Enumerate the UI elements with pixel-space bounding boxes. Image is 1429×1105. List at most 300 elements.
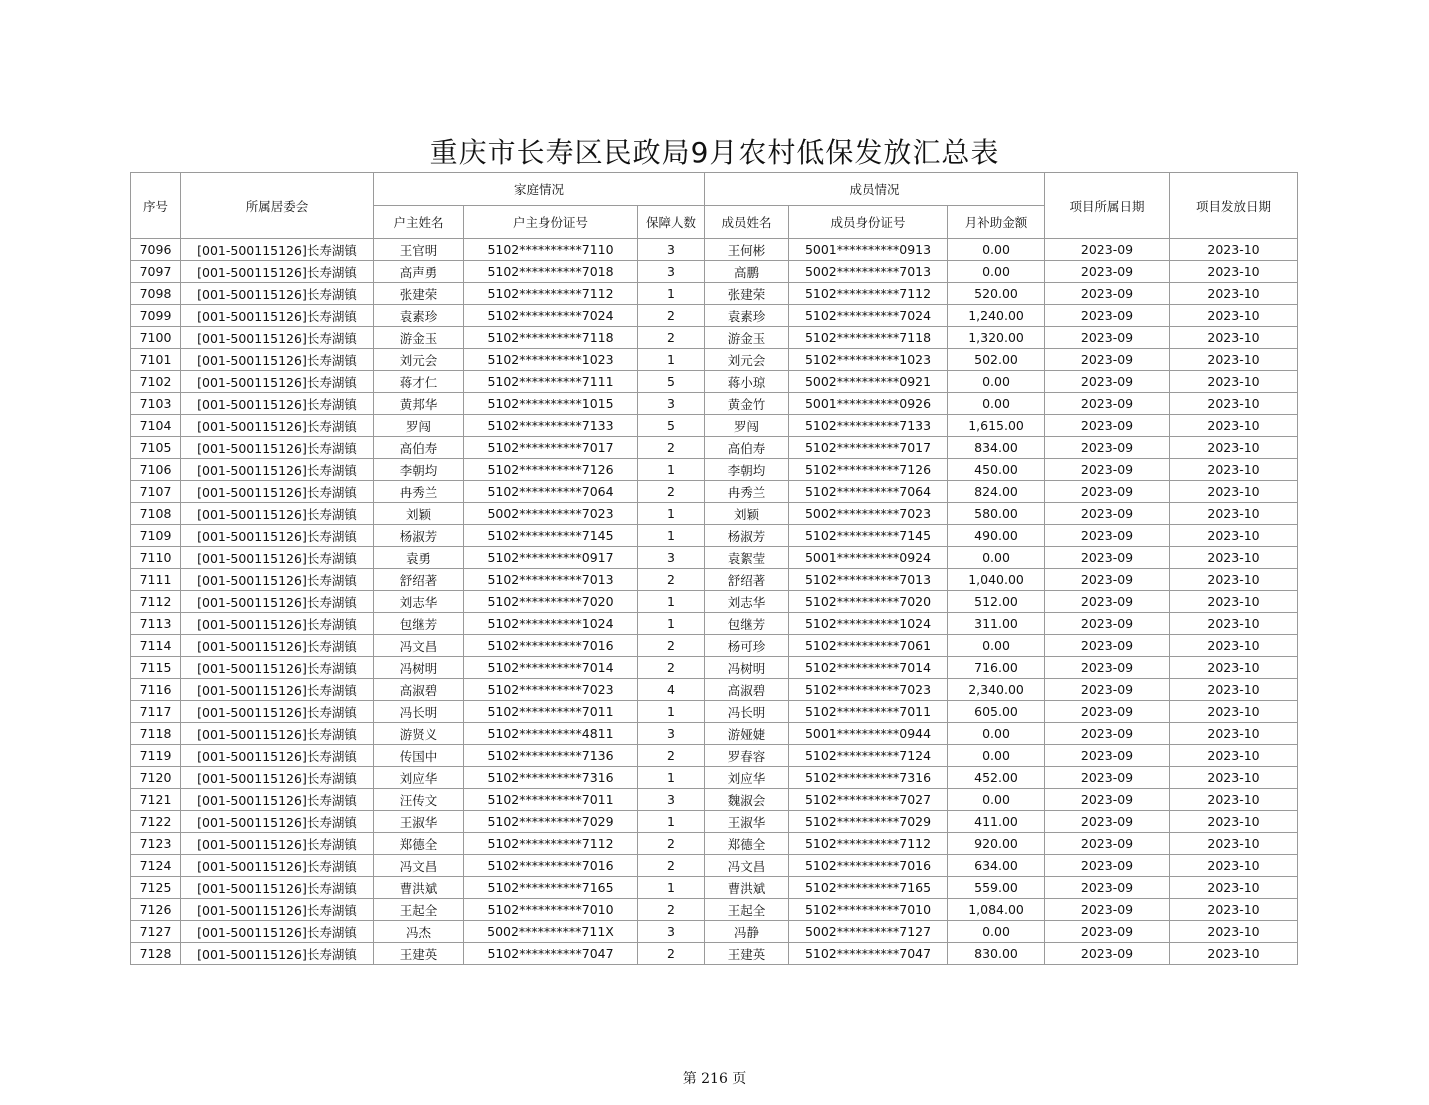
cell-project-date: 2023-09 [1045,459,1170,481]
table-row [131,415,1298,437]
cell-count: 1 [638,591,705,613]
cell-head-id: 5102**********7010 [464,899,638,921]
cell-seq: 7124 [131,855,181,877]
cell-seq: 7112 [131,591,181,613]
cell-seq: 7099 [131,305,181,327]
cell-head-name: 包继芳 [374,613,464,635]
cell-head-name: 罗闯 [374,415,464,437]
cell-member-id: 5002**********0921 [789,371,948,393]
cell-project-date: 2023-09 [1045,437,1170,459]
table-row [131,811,1298,833]
cell-project-date: 2023-09 [1045,767,1170,789]
cell-member-name: 冯静 [705,921,789,943]
cell-amount: 0.00 [948,789,1045,811]
cell-member-name: 刘元会 [705,349,789,371]
cell-committee: [001-500115126]长寿湖镇 [181,833,374,855]
cell-release-date: 2023-10 [1170,789,1298,811]
cell-committee: [001-500115126]长寿湖镇 [181,811,374,833]
cell-release-date: 2023-10 [1170,525,1298,547]
cell-head-id: 5102**********7126 [464,459,638,481]
cell-committee: [001-500115126]长寿湖镇 [181,855,374,877]
cell-member-id: 5102**********7027 [789,789,948,811]
cell-head-name: 王淑华 [374,811,464,833]
table-row [131,635,1298,657]
cell-member-id: 5102**********7165 [789,877,948,899]
cell-count: 1 [638,283,705,305]
cell-member-id: 5102**********7011 [789,701,948,723]
header-count: 保障人数 [638,206,705,239]
header-member-name: 成员姓名 [705,206,789,239]
cell-committee: [001-500115126]长寿湖镇 [181,921,374,943]
cell-head-id: 5102**********7016 [464,855,638,877]
cell-amount: 559.00 [948,877,1045,899]
cell-release-date: 2023-10 [1170,327,1298,349]
header-family-group: 家庭情况 [374,173,705,206]
cell-member-id: 5102**********7023 [789,679,948,701]
cell-release-date: 2023-10 [1170,415,1298,437]
cell-amount: 0.00 [948,635,1045,657]
cell-member-name: 刘志华 [705,591,789,613]
cell-release-date: 2023-10 [1170,261,1298,283]
header-member-id: 成员身份证号 [789,206,948,239]
table-row [131,305,1298,327]
cell-member-id: 5102**********7061 [789,635,948,657]
cell-seq: 7098 [131,283,181,305]
cell-amount: 834.00 [948,437,1045,459]
cell-member-id: 5102**********7133 [789,415,948,437]
table-row [131,877,1298,899]
cell-count: 3 [638,239,705,261]
cell-head-name: 袁素珍 [374,305,464,327]
cell-head-id: 5102**********7023 [464,679,638,701]
cell-amount: 1,240.00 [948,305,1045,327]
cell-head-name: 刘颖 [374,503,464,525]
cell-head-name: 杨淑芳 [374,525,464,547]
cell-member-name: 王建英 [705,943,789,965]
table-row [131,393,1298,415]
cell-seq: 7101 [131,349,181,371]
cell-release-date: 2023-10 [1170,569,1298,591]
cell-amount: 634.00 [948,855,1045,877]
cell-committee: [001-500115126]长寿湖镇 [181,239,374,261]
cell-member-id: 5102**********7145 [789,525,948,547]
table-row [131,921,1298,943]
page-title: 重庆市长寿区民政局9月农村低保发放汇总表 [429,136,1000,169]
cell-project-date: 2023-09 [1045,789,1170,811]
cell-project-date: 2023-09 [1045,239,1170,261]
cell-project-date: 2023-09 [1045,833,1170,855]
cell-committee: [001-500115126]长寿湖镇 [181,525,374,547]
cell-project-date: 2023-09 [1045,745,1170,767]
cell-seq: 7100 [131,327,181,349]
cell-head-id: 5102**********7020 [464,591,638,613]
cell-project-date: 2023-09 [1045,811,1170,833]
cell-project-date: 2023-09 [1045,613,1170,635]
cell-member-id: 5102**********7118 [789,327,948,349]
cell-count: 1 [638,503,705,525]
cell-committee: [001-500115126]长寿湖镇 [181,877,374,899]
cell-head-id: 5102**********7029 [464,811,638,833]
cell-project-date: 2023-09 [1045,723,1170,745]
cell-head-name: 传国中 [374,745,464,767]
cell-member-name: 冯文昌 [705,855,789,877]
cell-head-id: 5102**********7047 [464,943,638,965]
cell-seq: 7109 [131,525,181,547]
cell-seq: 7119 [131,745,181,767]
cell-release-date: 2023-10 [1170,393,1298,415]
cell-head-name: 汪传文 [374,789,464,811]
cell-head-id: 5102**********7133 [464,415,638,437]
cell-seq: 7122 [131,811,181,833]
cell-head-name: 刘志华 [374,591,464,613]
page-number: 第 216 页 [682,1071,747,1087]
cell-amount: 411.00 [948,811,1045,833]
cell-head-name: 刘元会 [374,349,464,371]
cell-count: 1 [638,877,705,899]
cell-head-name: 舒绍著 [374,569,464,591]
cell-release-date: 2023-10 [1170,833,1298,855]
cell-project-date: 2023-09 [1045,569,1170,591]
cell-member-name: 高淑碧 [705,679,789,701]
cell-head-id: 5102**********7024 [464,305,638,327]
cell-count: 3 [638,789,705,811]
cell-committee: [001-500115126]长寿湖镇 [181,943,374,965]
cell-project-date: 2023-09 [1045,261,1170,283]
cell-committee: [001-500115126]长寿湖镇 [181,547,374,569]
header-head-name: 户主姓名 [374,206,464,239]
cell-project-date: 2023-09 [1045,657,1170,679]
cell-committee: [001-500115126]长寿湖镇 [181,635,374,657]
cell-committee: [001-500115126]长寿湖镇 [181,767,374,789]
cell-member-id: 5002**********7013 [789,261,948,283]
table-row [131,547,1298,569]
table-row [131,789,1298,811]
cell-amount: 830.00 [948,943,1045,965]
cell-project-date: 2023-09 [1045,393,1170,415]
cell-seq: 7123 [131,833,181,855]
cell-head-name: 李朝均 [374,459,464,481]
cell-release-date: 2023-10 [1170,921,1298,943]
cell-member-id: 5001**********0944 [789,723,948,745]
cell-member-name: 黄金竹 [705,393,789,415]
cell-release-date: 2023-10 [1170,613,1298,635]
cell-member-name: 游金玉 [705,327,789,349]
cell-member-name: 包继芳 [705,613,789,635]
cell-count: 2 [638,855,705,877]
header-project-date: 项目所属日期 [1045,173,1170,239]
header-member-group: 成员情况 [705,173,1045,206]
cell-amount: 520.00 [948,283,1045,305]
cell-committee: [001-500115126]长寿湖镇 [181,789,374,811]
cell-project-date: 2023-09 [1045,525,1170,547]
cell-amount: 580.00 [948,503,1045,525]
cell-amount: 716.00 [948,657,1045,679]
cell-committee: [001-500115126]长寿湖镇 [181,481,374,503]
cell-member-id: 5102**********7112 [789,833,948,855]
header-release-date: 项目发放日期 [1170,173,1298,239]
table-row [131,481,1298,503]
cell-release-date: 2023-10 [1170,305,1298,327]
cell-release-date: 2023-10 [1170,459,1298,481]
table-row [131,371,1298,393]
cell-member-id: 5102**********7010 [789,899,948,921]
cell-seq: 7096 [131,239,181,261]
cell-amount: 0.00 [948,745,1045,767]
cell-project-date: 2023-09 [1045,877,1170,899]
table-row [131,701,1298,723]
cell-amount: 1,040.00 [948,569,1045,591]
cell-release-date: 2023-10 [1170,437,1298,459]
cell-member-id: 5102**********7020 [789,591,948,613]
cell-committee: [001-500115126]长寿湖镇 [181,569,374,591]
cell-count: 2 [638,899,705,921]
cell-count: 4 [638,679,705,701]
cell-head-name: 张建荣 [374,283,464,305]
table-row [131,679,1298,701]
cell-seq: 7110 [131,547,181,569]
cell-count: 5 [638,415,705,437]
cell-head-id: 5102**********7165 [464,877,638,899]
cell-head-id: 5102**********7011 [464,789,638,811]
cell-member-name: 李朝均 [705,459,789,481]
cell-amount: 490.00 [948,525,1045,547]
cell-amount: 0.00 [948,261,1045,283]
cell-head-name: 冯树明 [374,657,464,679]
cell-head-id: 5102**********7110 [464,239,638,261]
cell-count: 2 [638,481,705,503]
cell-count: 2 [638,569,705,591]
table-row [131,525,1298,547]
cell-seq: 7105 [131,437,181,459]
cell-seq: 7102 [131,371,181,393]
cell-project-date: 2023-09 [1045,305,1170,327]
cell-member-name: 游娅婕 [705,723,789,745]
cell-head-name: 冯文昌 [374,855,464,877]
cell-count: 2 [638,943,705,965]
table-row [131,437,1298,459]
cell-head-name: 高淑碧 [374,679,464,701]
cell-count: 2 [638,327,705,349]
cell-head-id: 5102**********7013 [464,569,638,591]
header-committee: 所属居委会 [181,173,374,239]
cell-seq: 7126 [131,899,181,921]
cell-amount: 311.00 [948,613,1045,635]
cell-project-date: 2023-09 [1045,855,1170,877]
cell-amount: 605.00 [948,701,1045,723]
cell-head-name: 王官明 [374,239,464,261]
header-amount: 月补助金额 [948,206,1045,239]
cell-release-date: 2023-10 [1170,679,1298,701]
cell-project-date: 2023-09 [1045,503,1170,525]
cell-project-date: 2023-09 [1045,349,1170,371]
cell-member-name: 冯长明 [705,701,789,723]
cell-count: 3 [638,723,705,745]
cell-committee: [001-500115126]长寿湖镇 [181,745,374,767]
cell-amount: 450.00 [948,459,1045,481]
cell-count: 3 [638,921,705,943]
table-row [131,459,1298,481]
cell-release-date: 2023-10 [1170,283,1298,305]
cell-count: 3 [638,261,705,283]
cell-committee: [001-500115126]长寿湖镇 [181,371,374,393]
cell-count: 1 [638,459,705,481]
cell-member-name: 袁絮莹 [705,547,789,569]
cell-head-name: 冯杰 [374,921,464,943]
cell-member-id: 5102**********1023 [789,349,948,371]
table-row [131,591,1298,613]
cell-member-id: 5001**********0926 [789,393,948,415]
cell-seq: 7115 [131,657,181,679]
cell-project-date: 2023-09 [1045,547,1170,569]
cell-count: 1 [638,701,705,723]
cell-release-date: 2023-10 [1170,877,1298,899]
table-row [131,283,1298,305]
cell-member-id: 5102**********7126 [789,459,948,481]
cell-release-date: 2023-10 [1170,701,1298,723]
cell-member-id: 5102**********7014 [789,657,948,679]
header-seq: 序号 [131,173,181,239]
cell-project-date: 2023-09 [1045,921,1170,943]
cell-release-date: 2023-10 [1170,635,1298,657]
cell-head-id: 5102**********7316 [464,767,638,789]
cell-member-id: 5002**********7023 [789,503,948,525]
cell-head-id: 5102**********1024 [464,613,638,635]
cell-release-date: 2023-10 [1170,591,1298,613]
table-row [131,723,1298,745]
cell-seq: 7113 [131,613,181,635]
cell-seq: 7120 [131,767,181,789]
table-row [131,613,1298,635]
cell-count: 1 [638,613,705,635]
cell-seq: 7118 [131,723,181,745]
cell-member-name: 高伯寿 [705,437,789,459]
cell-member-id: 5102**********7316 [789,767,948,789]
cell-head-name: 高声勇 [374,261,464,283]
cell-count: 2 [638,657,705,679]
cell-committee: [001-500115126]长寿湖镇 [181,415,374,437]
cell-head-id: 5102**********7112 [464,833,638,855]
cell-committee: [001-500115126]长寿湖镇 [181,679,374,701]
cell-release-date: 2023-10 [1170,899,1298,921]
cell-head-id: 5002**********711X [464,921,638,943]
cell-project-date: 2023-09 [1045,679,1170,701]
cell-head-name: 游金玉 [374,327,464,349]
cell-member-name: 郑德全 [705,833,789,855]
cell-amount: 0.00 [948,547,1045,569]
cell-count: 2 [638,305,705,327]
table-row [131,943,1298,965]
cell-seq: 7117 [131,701,181,723]
cell-head-id: 5002**********7023 [464,503,638,525]
cell-member-name: 杨淑芳 [705,525,789,547]
cell-member-name: 杨可珍 [705,635,789,657]
header-head-id: 户主身份证号 [464,206,638,239]
cell-head-id: 5102**********7011 [464,701,638,723]
cell-amount: 1,084.00 [948,899,1045,921]
cell-seq: 7107 [131,481,181,503]
cell-count: 2 [638,437,705,459]
cell-seq: 7116 [131,679,181,701]
cell-committee: [001-500115126]长寿湖镇 [181,349,374,371]
cell-count: 1 [638,811,705,833]
table-row [131,503,1298,525]
cell-project-date: 2023-09 [1045,899,1170,921]
cell-head-name: 冯长明 [374,701,464,723]
cell-committee: [001-500115126]长寿湖镇 [181,283,374,305]
cell-project-date: 2023-09 [1045,481,1170,503]
cell-release-date: 2023-10 [1170,503,1298,525]
cell-member-name: 刘颖 [705,503,789,525]
cell-head-name: 曹洪斌 [374,877,464,899]
cell-committee: [001-500115126]长寿湖镇 [181,503,374,525]
cell-amount: 452.00 [948,767,1045,789]
cell-head-id: 5102**********7017 [464,437,638,459]
table-row [131,657,1298,679]
cell-release-date: 2023-10 [1170,811,1298,833]
cell-seq: 7103 [131,393,181,415]
cell-member-name: 舒绍著 [705,569,789,591]
cell-member-name: 王何彬 [705,239,789,261]
table-row [131,349,1298,371]
table-row [131,767,1298,789]
cell-member-name: 魏淑会 [705,789,789,811]
cell-head-id: 5102**********1015 [464,393,638,415]
cell-committee: [001-500115126]长寿湖镇 [181,657,374,679]
cell-member-id: 5102**********7029 [789,811,948,833]
cell-amount: 502.00 [948,349,1045,371]
cell-committee: [001-500115126]长寿湖镇 [181,327,374,349]
cell-release-date: 2023-10 [1170,745,1298,767]
cell-head-id: 5102**********7111 [464,371,638,393]
cell-count: 2 [638,745,705,767]
cell-seq: 7125 [131,877,181,899]
cell-count: 1 [638,349,705,371]
cell-committee: [001-500115126]长寿湖镇 [181,591,374,613]
cell-committee: [001-500115126]长寿湖镇 [181,459,374,481]
cell-amount: 824.00 [948,481,1045,503]
cell-member-name: 罗春容 [705,745,789,767]
cell-member-id: 5102**********7017 [789,437,948,459]
cell-amount: 0.00 [948,723,1045,745]
cell-seq: 7127 [131,921,181,943]
cell-count: 3 [638,393,705,415]
cell-release-date: 2023-10 [1170,855,1298,877]
cell-committee: [001-500115126]长寿湖镇 [181,437,374,459]
cell-project-date: 2023-09 [1045,591,1170,613]
cell-head-id: 5102**********1023 [464,349,638,371]
cell-head-name: 黄邦华 [374,393,464,415]
cell-head-name: 郑德全 [374,833,464,855]
cell-head-name: 刘应华 [374,767,464,789]
cell-amount: 0.00 [948,371,1045,393]
cell-head-name: 游贤义 [374,723,464,745]
cell-member-id: 5002**********7127 [789,921,948,943]
cell-count: 2 [638,833,705,855]
table-row [131,327,1298,349]
cell-release-date: 2023-10 [1170,371,1298,393]
cell-count: 1 [638,525,705,547]
cell-release-date: 2023-10 [1170,239,1298,261]
cell-committee: [001-500115126]长寿湖镇 [181,723,374,745]
cell-member-id: 5102**********7024 [789,305,948,327]
cell-seq: 7121 [131,789,181,811]
cell-release-date: 2023-10 [1170,657,1298,679]
cell-committee: [001-500115126]长寿湖镇 [181,899,374,921]
cell-head-name: 冉秀兰 [374,481,464,503]
cell-count: 5 [638,371,705,393]
cell-project-date: 2023-09 [1045,283,1170,305]
cell-count: 3 [638,547,705,569]
